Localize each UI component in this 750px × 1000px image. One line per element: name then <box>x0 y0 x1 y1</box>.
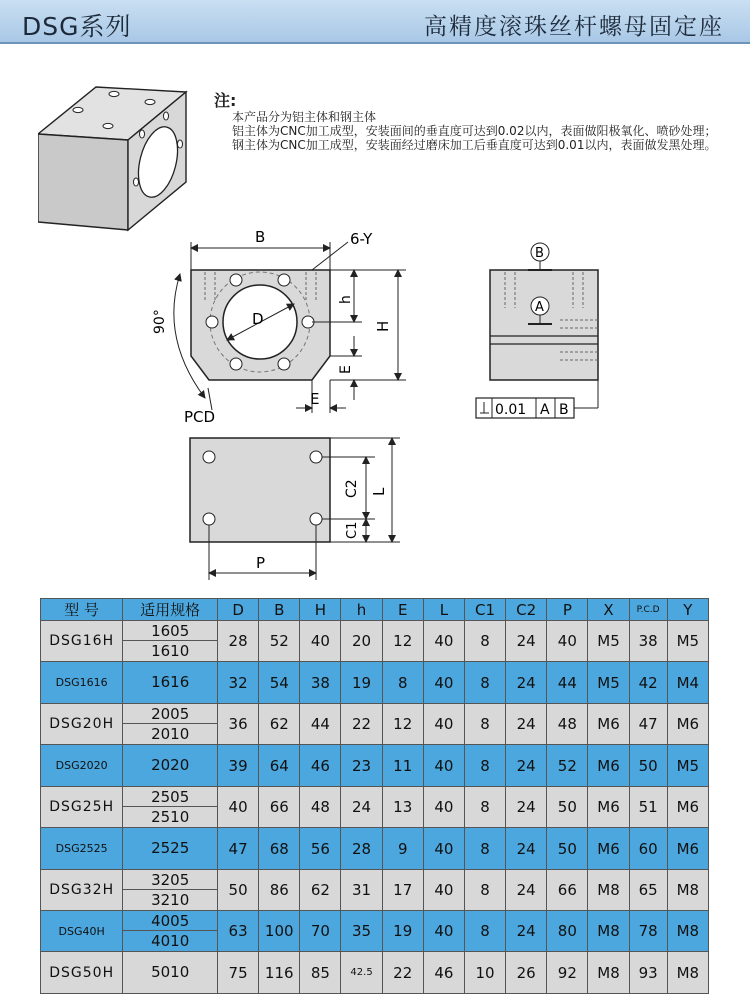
cell-y: M5 <box>667 745 708 787</box>
cell-h: 35 <box>341 911 382 952</box>
cell-l: 40 <box>423 870 464 911</box>
header-cell: P.C.D <box>629 599 667 621</box>
cell-h: 20 <box>341 621 382 662</box>
cell-e: 12 <box>382 704 423 745</box>
model-cell: DSG2525 <box>41 828 123 870</box>
dim-H-label: H <box>374 320 392 332</box>
size-value: 4005 <box>123 911 217 931</box>
cell-e: 17 <box>382 870 423 911</box>
cell-pcd: 38 <box>629 621 667 662</box>
notes-line-3: 钢主体为CNC加工成型，安装面经过磨床加工后垂直度可达到0.01以内，表面做发黑处理。 <box>232 138 717 152</box>
cell-l: 40 <box>423 621 464 662</box>
cell-y: M8 <box>667 952 708 994</box>
technical-drawing <box>0 228 750 588</box>
cell-d: 63 <box>218 911 259 952</box>
size-value: 3210 <box>151 891 190 909</box>
cell-y: M8 <box>667 870 708 911</box>
spec-table <box>40 598 709 994</box>
size-value: 2505 <box>123 787 217 807</box>
cell-c1: 8 <box>464 787 505 828</box>
cell-p: 50 <box>547 787 588 828</box>
table-header-row <box>41 599 709 621</box>
side-view <box>490 243 598 408</box>
cell-h: 22 <box>341 704 382 745</box>
datum-A-label: A <box>535 300 544 315</box>
cell-c1: 8 <box>464 870 505 911</box>
table-row <box>41 870 709 911</box>
cell-b: 54 <box>259 662 300 704</box>
size-value: 2005 <box>123 704 217 724</box>
notes-line-1: 本产品分为铝主体和钢主体 <box>232 110 377 124</box>
cell-e: 12 <box>382 621 423 662</box>
header-cell: h <box>341 599 382 621</box>
size-value: 2525 <box>151 839 190 857</box>
header-cell: 适用规格 <box>123 599 218 621</box>
tolerance-datum-B: B <box>559 402 569 418</box>
cell-b: 86 <box>259 870 300 911</box>
dim-P-label: P <box>256 554 266 572</box>
cell-p: 92 <box>547 952 588 994</box>
dim-L-label: L <box>370 487 388 496</box>
dim-C2-label: C2 <box>344 479 360 498</box>
cell-c2: 24 <box>506 911 547 952</box>
size-cell <box>123 911 218 952</box>
cell-e: 19 <box>382 911 423 952</box>
cell-x: M8 <box>588 870 629 911</box>
cell-c2: 24 <box>506 662 547 704</box>
notes-line-2: 铝主体为CNC加工成型，安装面间的垂直度可达到0.02以内，表面做阳极氧化、喷砂处理； <box>232 124 717 138</box>
cell-c1: 8 <box>464 621 505 662</box>
size-value: 5010 <box>151 963 190 981</box>
size-value: 4010 <box>151 932 190 950</box>
cell-c2: 24 <box>506 704 547 745</box>
cell-p: 66 <box>547 870 588 911</box>
front-view <box>174 242 406 413</box>
dim-6Y-label: 6-Y <box>350 230 373 248</box>
model-cell: DSG40H <box>41 911 123 952</box>
dim-PCD-label: PCD <box>184 408 216 426</box>
size-value: 1610 <box>151 642 190 660</box>
cell-p: 50 <box>547 828 588 870</box>
table-row <box>41 621 709 662</box>
cell-l: 40 <box>423 911 464 952</box>
cell-d: 32 <box>218 662 259 704</box>
product-illustration <box>38 82 198 232</box>
cell-h: 42.5 <box>341 952 382 994</box>
cell-y: M4 <box>667 662 708 704</box>
header-cell: 型 号 <box>41 599 123 621</box>
cell-l: 40 <box>423 787 464 828</box>
cell-x: M6 <box>588 787 629 828</box>
header-cell: L <box>423 599 464 621</box>
dim-D-label: D <box>252 310 264 328</box>
cell-pcd: 51 <box>629 787 667 828</box>
cell-h: 19 <box>341 662 382 704</box>
cell-e: 22 <box>382 952 423 994</box>
cell-h: 23 <box>341 745 382 787</box>
model-cell: DSG2020 <box>41 745 123 787</box>
table-row <box>41 787 709 828</box>
cell-b: 66 <box>259 787 300 828</box>
table-row <box>41 704 709 745</box>
cell-c1: 8 <box>464 745 505 787</box>
size-cell <box>123 704 218 745</box>
header-cell: H <box>300 599 341 621</box>
model-cell: DSG50H <box>41 952 123 994</box>
cell-h: 31 <box>341 870 382 911</box>
cell-p: 52 <box>547 745 588 787</box>
cell-h: 70 <box>300 911 341 952</box>
cell-e: 11 <box>382 745 423 787</box>
cell-pcd: 47 <box>629 704 667 745</box>
cell-l: 40 <box>423 662 464 704</box>
cell-d: 50 <box>218 870 259 911</box>
cell-pcd: 50 <box>629 745 667 787</box>
cell-c2: 24 <box>506 621 547 662</box>
table-row <box>41 911 709 952</box>
cell-h: 46 <box>300 745 341 787</box>
cell-h: 28 <box>341 828 382 870</box>
series-title: DSG系列 <box>22 12 132 41</box>
cell-e: 13 <box>382 787 423 828</box>
cell-h: 56 <box>300 828 341 870</box>
size-cell <box>123 621 218 662</box>
size-value: 1616 <box>151 673 190 691</box>
size-value: 2020 <box>151 756 190 774</box>
size-cell <box>123 787 218 828</box>
header-cell: C1 <box>464 599 505 621</box>
cell-l: 40 <box>423 704 464 745</box>
cell-b: 116 <box>259 952 300 994</box>
cell-pcd: 60 <box>629 828 667 870</box>
size-cell <box>123 870 218 911</box>
model-cell: DSG25H <box>41 787 123 828</box>
cell-y: M6 <box>667 704 708 745</box>
cell-pcd: 93 <box>629 952 667 994</box>
cell-d: 39 <box>218 745 259 787</box>
dim-90-label: 90° <box>152 309 168 334</box>
cell-d: 75 <box>218 952 259 994</box>
size-cell <box>123 828 218 870</box>
cell-y: M8 <box>667 911 708 952</box>
size-cell <box>123 662 218 704</box>
cell-p: 44 <box>547 662 588 704</box>
model-cell: DSG32H <box>41 870 123 911</box>
dim-h-label: h <box>338 295 354 304</box>
cell-e: 8 <box>382 662 423 704</box>
header-cell: Y <box>667 599 708 621</box>
table-row <box>41 828 709 870</box>
cell-h: 85 <box>300 952 341 994</box>
cell-c2: 24 <box>506 828 547 870</box>
cell-b: 64 <box>259 745 300 787</box>
size-value: 3205 <box>123 870 217 890</box>
cell-x: M5 <box>588 621 629 662</box>
header-cell: E <box>382 599 423 621</box>
cell-b: 52 <box>259 621 300 662</box>
cell-e: 9 <box>382 828 423 870</box>
cell-x: M5 <box>588 662 629 704</box>
dim-E-vertical-label: E <box>338 365 354 374</box>
size-value: 2010 <box>151 725 190 743</box>
cell-x: M8 <box>588 911 629 952</box>
cell-l: 46 <box>423 952 464 994</box>
cell-pcd: 42 <box>629 662 667 704</box>
cell-c2: 24 <box>506 870 547 911</box>
notes-block <box>214 91 724 152</box>
cell-c1: 10 <box>464 952 505 994</box>
header-cell: P <box>547 599 588 621</box>
cell-c1: 8 <box>464 911 505 952</box>
cell-h: 62 <box>300 870 341 911</box>
cell-d: 36 <box>218 704 259 745</box>
header-banner <box>0 0 750 44</box>
header-cell: C2 <box>506 599 547 621</box>
cell-pcd: 65 <box>629 870 667 911</box>
cell-y: M5 <box>667 621 708 662</box>
cell-h: 48 <box>300 787 341 828</box>
model-cell: DSG1616 <box>41 662 123 704</box>
size-value: 1605 <box>123 621 217 641</box>
cell-l: 40 <box>423 828 464 870</box>
tolerance-datum-A: A <box>540 402 550 418</box>
notes-heading: 注: <box>214 91 237 110</box>
cell-h: 38 <box>300 662 341 704</box>
cell-x: M8 <box>588 952 629 994</box>
cell-p: 40 <box>547 621 588 662</box>
model-cell: DSG16H <box>41 621 123 662</box>
size-cell <box>123 952 218 994</box>
bottom-view <box>190 438 400 580</box>
cell-h: 24 <box>341 787 382 828</box>
dim-C1-label: C1 <box>345 521 360 539</box>
cell-p: 48 <box>547 704 588 745</box>
cell-c1: 8 <box>464 828 505 870</box>
table-row <box>41 745 709 787</box>
tolerance-value: 0.01 <box>495 402 527 418</box>
cell-d: 28 <box>218 621 259 662</box>
dim-E-horizontal-label: E <box>310 390 320 408</box>
product-title: 高精度滚珠丝杆螺母固定座 <box>424 14 724 40</box>
cell-b: 100 <box>259 911 300 952</box>
header-cell: X <box>588 599 629 621</box>
cell-c2: 26 <box>506 952 547 994</box>
size-cell <box>123 745 218 787</box>
cell-x: M6 <box>588 704 629 745</box>
size-value: 2510 <box>151 808 190 826</box>
cell-c2: 24 <box>506 787 547 828</box>
datum-B-label: B <box>535 246 544 261</box>
cell-x: M6 <box>588 745 629 787</box>
table-row <box>41 662 709 704</box>
table-row <box>41 952 709 994</box>
cell-pcd: 78 <box>629 911 667 952</box>
cell-p: 80 <box>547 911 588 952</box>
cell-d: 40 <box>218 787 259 828</box>
cell-y: M6 <box>667 787 708 828</box>
cell-b: 68 <box>259 828 300 870</box>
cell-d: 47 <box>218 828 259 870</box>
model-cell: DSG20H <box>41 704 123 745</box>
header-cell: D <box>218 599 259 621</box>
cell-h: 40 <box>300 621 341 662</box>
cell-b: 62 <box>259 704 300 745</box>
cell-c1: 8 <box>464 704 505 745</box>
cell-l: 40 <box>423 745 464 787</box>
dim-B-label: B <box>255 228 266 246</box>
header-cell: B <box>259 599 300 621</box>
cell-c1: 8 <box>464 662 505 704</box>
cell-x: M6 <box>588 828 629 870</box>
cell-c2: 24 <box>506 745 547 787</box>
cell-y: M6 <box>667 828 708 870</box>
cell-h: 44 <box>300 704 341 745</box>
